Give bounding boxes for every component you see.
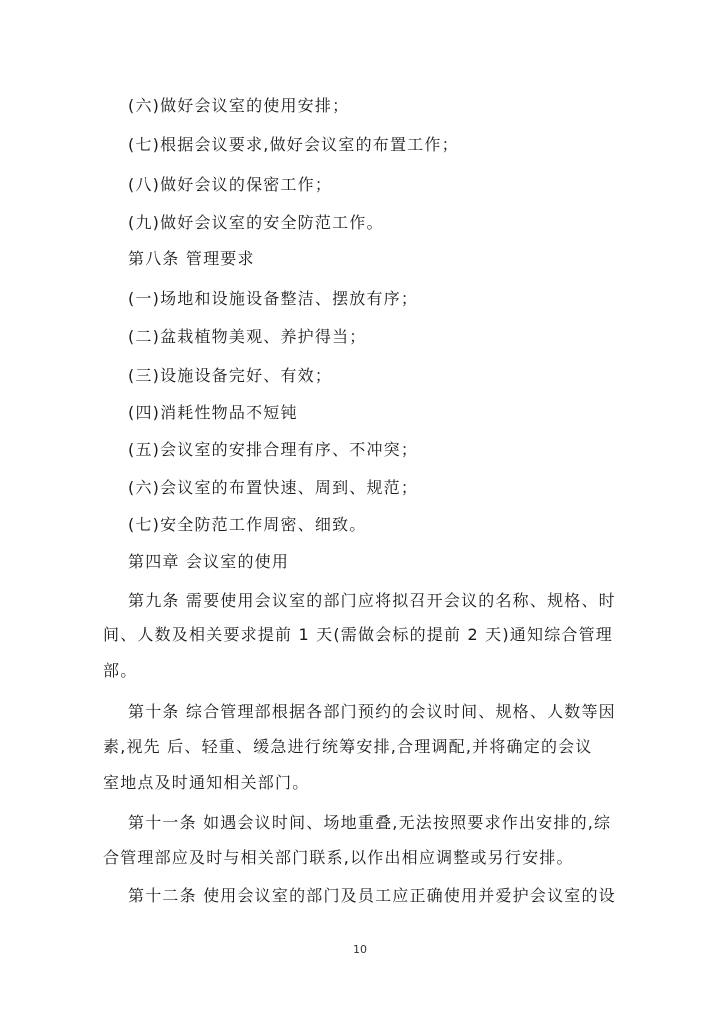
paragraph-line: 第十条 综合管理部根据各部门预约的会议时间、规格、人数等因 — [128, 702, 616, 721]
paragraph-line: 素,视先 后、轻重、缓急进行统筹安排,合理调配,并将确定的会议 — [103, 737, 593, 756]
list-item: (二)盆栽植物美观、养护得当； — [128, 327, 367, 346]
paragraph-line: 第十一条 如遇会议时间、场地重叠,无法按照要求作出安排的,综 — [128, 813, 612, 832]
article-10-paragraph — [103, 702, 616, 802]
chapter-heading: 第四章 会议室的使用 — [128, 552, 290, 571]
paragraph-line: 室地点及时通知相关部门。 — [103, 773, 310, 792]
list-item: (七)根据会议要求,做好会议室的布置工作； — [128, 135, 459, 154]
list-item: (六)做好会议室的使用安排； — [128, 96, 350, 115]
list-item: (四)消耗性物品不短钝 — [128, 403, 298, 422]
article-11-paragraph — [103, 813, 614, 873]
page-number: 10 — [353, 943, 367, 956]
paragraph-line: 第十二条 使用会议室的部门及员工应正确使用并爱护会议室的设 — [128, 886, 616, 905]
paragraph-line: 合管理部应及时与相关部门联系,以作出相应调整或另行安排。 — [103, 848, 574, 867]
paragraph-line: 第九条 需要使用会议室的部门应将拟召开会议的名称、规格、时 — [128, 591, 616, 610]
list-item: (七)安全防范工作周密、细致。 — [128, 515, 367, 534]
list-item: (五)会议室的安排合理有序、不冲突； — [128, 440, 419, 459]
list-item: (三)设施设备完好、有效； — [128, 366, 333, 385]
article-9-paragraph — [103, 591, 616, 691]
list-item: (九)做好会议室的安全防范工作。 — [128, 213, 384, 232]
list-item: (一)场地和设施设备整洁、摆放有序； — [128, 289, 419, 308]
paragraph-line: 部。 — [103, 661, 138, 680]
section-heading: 第八条 管理要求 — [128, 249, 255, 268]
list-item: (八)做好会议的保密工作； — [128, 175, 333, 194]
list-item: (六)会议室的布置快速、周到、规范； — [128, 478, 419, 497]
paragraph-line: 间、人数及相关要求提前 1 天(需做会标的提前 2 天)通知综合管理 — [103, 625, 613, 644]
article-12-paragraph — [128, 886, 614, 910]
